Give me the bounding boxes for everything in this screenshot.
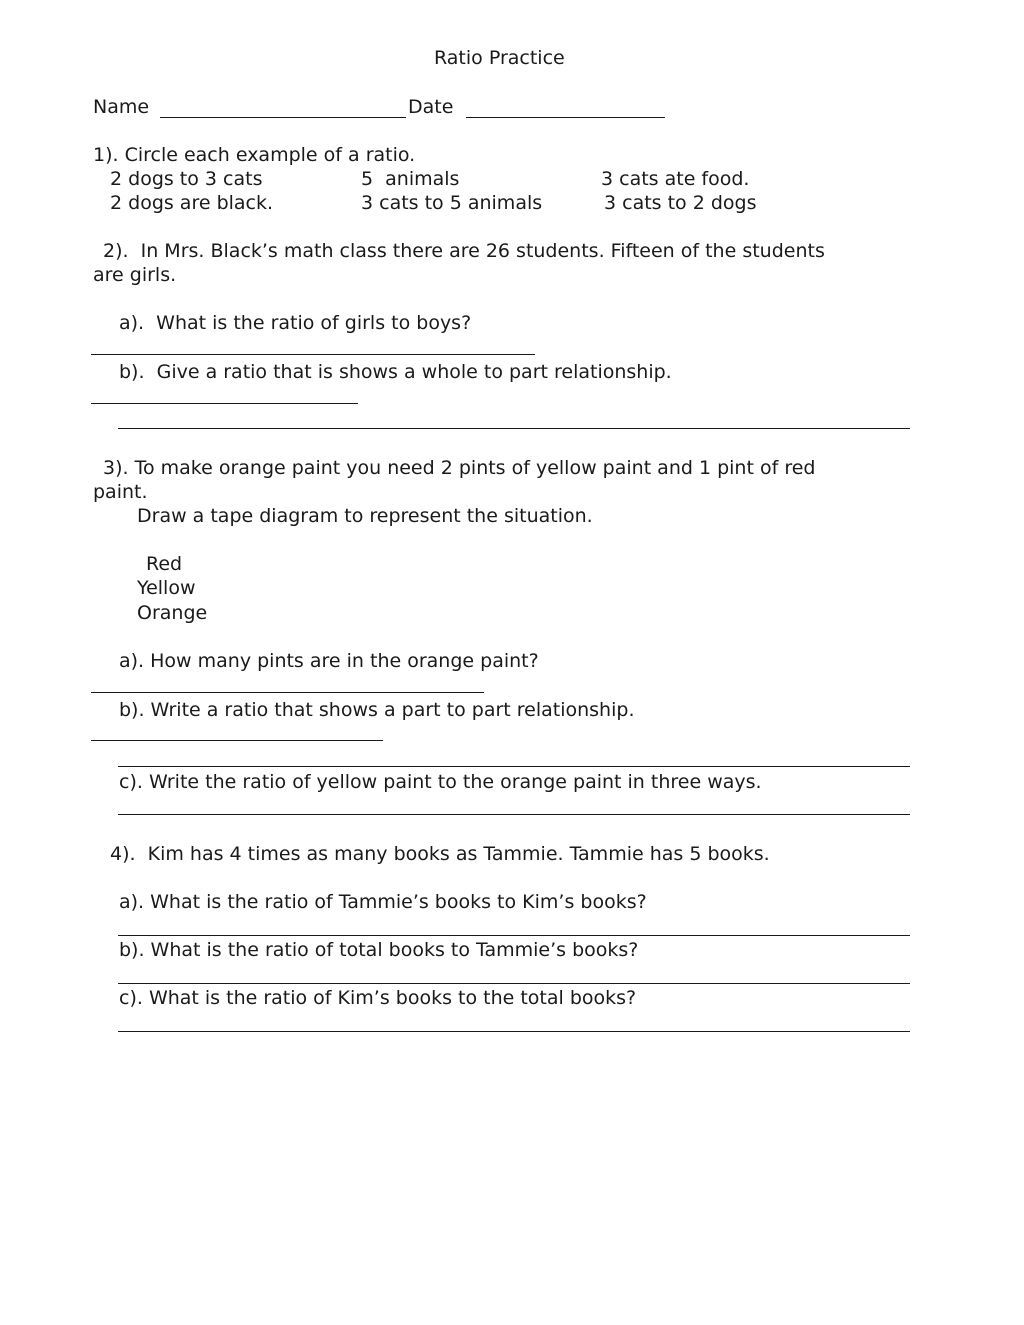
q3-prompt-line2: paint. [93, 481, 148, 503]
q2b-answer-line-2[interactable] [118, 428, 910, 429]
q3-prompt-line1: 3). To make orange paint you need 2 pints of yellow paint and 1 pint of red [103, 457, 816, 479]
q4a-question: a). What is the ratio of Tammie’s books to Kim’s books? [119, 891, 647, 913]
q2a-question: a). What is the ratio of girls to boys? [119, 312, 472, 334]
q3a-answer-line[interactable] [91, 692, 484, 693]
q3b-answer-line[interactable] [91, 740, 383, 741]
q4a-answer-line[interactable] [118, 935, 910, 936]
q4-prompt: 4). Kim has 4 times as many books as Tammie. Tammie has 5 books. [110, 843, 770, 865]
tape-label-yellow: Yellow [137, 577, 196, 599]
q3b-question: b). Write a ratio that shows a part to part relationship. [119, 699, 635, 721]
q1-prompt: 1). Circle each example of a ratio. [93, 144, 416, 166]
q3c-question: c). Write the ratio of yellow paint to the orange paint in three ways. [119, 771, 762, 793]
q1-option-2[interactable]: 5 animals [361, 168, 460, 190]
q3b-answer-line-2[interactable] [118, 766, 910, 767]
page-title: Ratio Practice [434, 47, 565, 69]
q4b-answer-line[interactable] [118, 983, 910, 984]
q4c-answer-line[interactable] [118, 1031, 910, 1032]
name-label: Name [93, 96, 156, 118]
q1-option-6[interactable]: 3 cats to 2 dogs [604, 192, 757, 214]
q1-option-5[interactable]: 3 cats to 5 animals [361, 192, 543, 214]
q2-prompt-line2: are girls. [93, 264, 177, 286]
q1-option-4[interactable]: 2 dogs are black. [110, 192, 274, 214]
q2b-answer-line[interactable] [91, 403, 358, 404]
date-field[interactable] [466, 117, 665, 118]
q2b-question: b). Give a ratio that is shows a whole to part relationship. [119, 361, 672, 383]
q1-option-3[interactable]: 3 cats ate food. [601, 168, 750, 190]
q2-prompt-line1: 2). In Mrs. Black’s math class there are 26 students. Fifteen of the students [103, 240, 825, 262]
q1-option-1[interactable]: 2 dogs to 3 cats [110, 168, 263, 190]
q3a-question: a). How many pints are in the orange paint? [119, 650, 539, 672]
name-field[interactable] [160, 117, 406, 118]
q4c-question: c). What is the ratio of Kim’s books to the total books? [119, 987, 637, 1009]
q4b-question: b). What is the ratio of total books to Tammie’s books? [119, 939, 639, 961]
tape-label-red: Red [146, 553, 183, 575]
q3c-answer-line[interactable] [118, 814, 910, 815]
date-label: Date [408, 96, 460, 118]
q2a-answer-line[interactable] [91, 354, 535, 355]
tape-label-orange: Orange [137, 602, 208, 624]
q3-instruction: Draw a tape diagram to represent the situation. [137, 505, 593, 527]
